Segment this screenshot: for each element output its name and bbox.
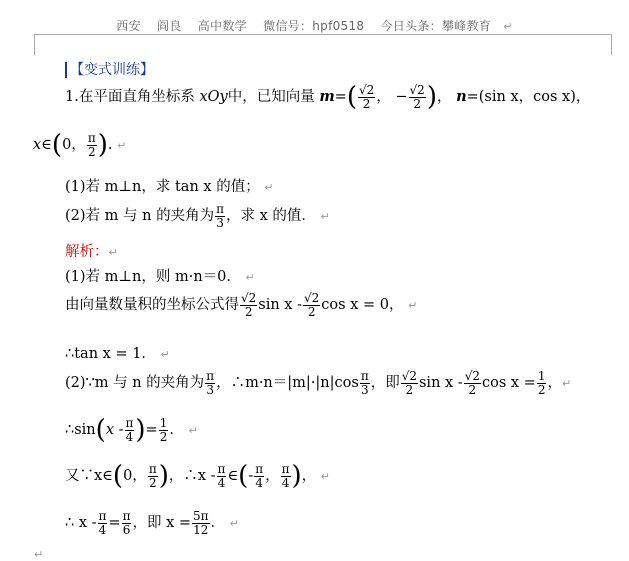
solution-line-4: (2)∵m 与 n 的夹角为 $\frac{\pi}{3}$ ，∴m·n＝|m|·|n|cos $\frac{\pi}{3}$ ，即 $\frac{√2}{2}$ sin x - $\frac{√2}{2}$ cos x = $\frac{1}{2}$ ，↵ bbox=[65, 369, 572, 397]
header-wechat: 微信号：hpf0518 bbox=[263, 19, 365, 33]
solution-line-6: 又∵x∈(0， $\frac{\pi}{2}$ )，∴x - $\frac{\pi}{4}$ ∈(- $\frac{\pi}{4}$ ， $\frac{\pi}{4}$ )， ↵ bbox=[65, 461, 330, 492]
page-header bbox=[0, 17, 629, 34]
paragraph-mark-icon: ↵ bbox=[503, 20, 513, 33]
solution-line-1: (1)若 m⊥n，则 m·n＝0． ↵ bbox=[65, 269, 255, 285]
header-rule bbox=[34, 34, 612, 35]
section-title: 【变式训练】 bbox=[65, 59, 154, 79]
solution-label: 解析：↵ bbox=[65, 244, 118, 260]
solution-line-7: ∴ x - $\frac{\pi}{4}$ = $\frac{\pi}{6}$ ，即 x = $\frac{5\pi}{12}$ ． ↵ bbox=[65, 509, 239, 537]
left-corner-mark bbox=[34, 35, 35, 55]
header-toutiao: 今日头条：攀峰教育 bbox=[380, 19, 492, 33]
header-author: 阎良 bbox=[157, 19, 182, 33]
header-location: 西安 bbox=[116, 19, 141, 33]
header-subject: 高中数学 bbox=[197, 19, 247, 33]
right-corner-mark bbox=[611, 35, 612, 55]
problem-line-2: x∈(0， $\frac{\pi}{2}$ ). ↵ bbox=[33, 130, 127, 161]
question-1: (1)若 m⊥n，求 tan x 的值； ↵ bbox=[65, 179, 274, 195]
question-2: (2)若 m 与 n 的夹角为 $\frac{\pi}{3}$ ，求 x 的值． ↵ bbox=[65, 202, 330, 230]
solution-line-5: ∴sin(x - $\frac{\pi}{4}$ )= $\frac{1}{2}$ ． ↵ bbox=[65, 415, 198, 446]
solution-line-2: 由向量数量积的坐标公式得 $\frac{√2}{2}$ sin x - $\frac{√2}{2}$ cos x = 0， ↵ bbox=[65, 291, 418, 319]
solution-line-3: ∴tan x = 1． ↵ bbox=[65, 346, 170, 362]
end-paragraph-mark-icon: ↵ bbox=[34, 548, 44, 561]
problem-line-1: 1.在平面直角坐标系 xOy中，已知向量 m=( $\frac{√2}{2}$ ， − $\frac{√2}{2}$ )， n=(sin x，cos x)， bbox=[65, 82, 591, 113]
